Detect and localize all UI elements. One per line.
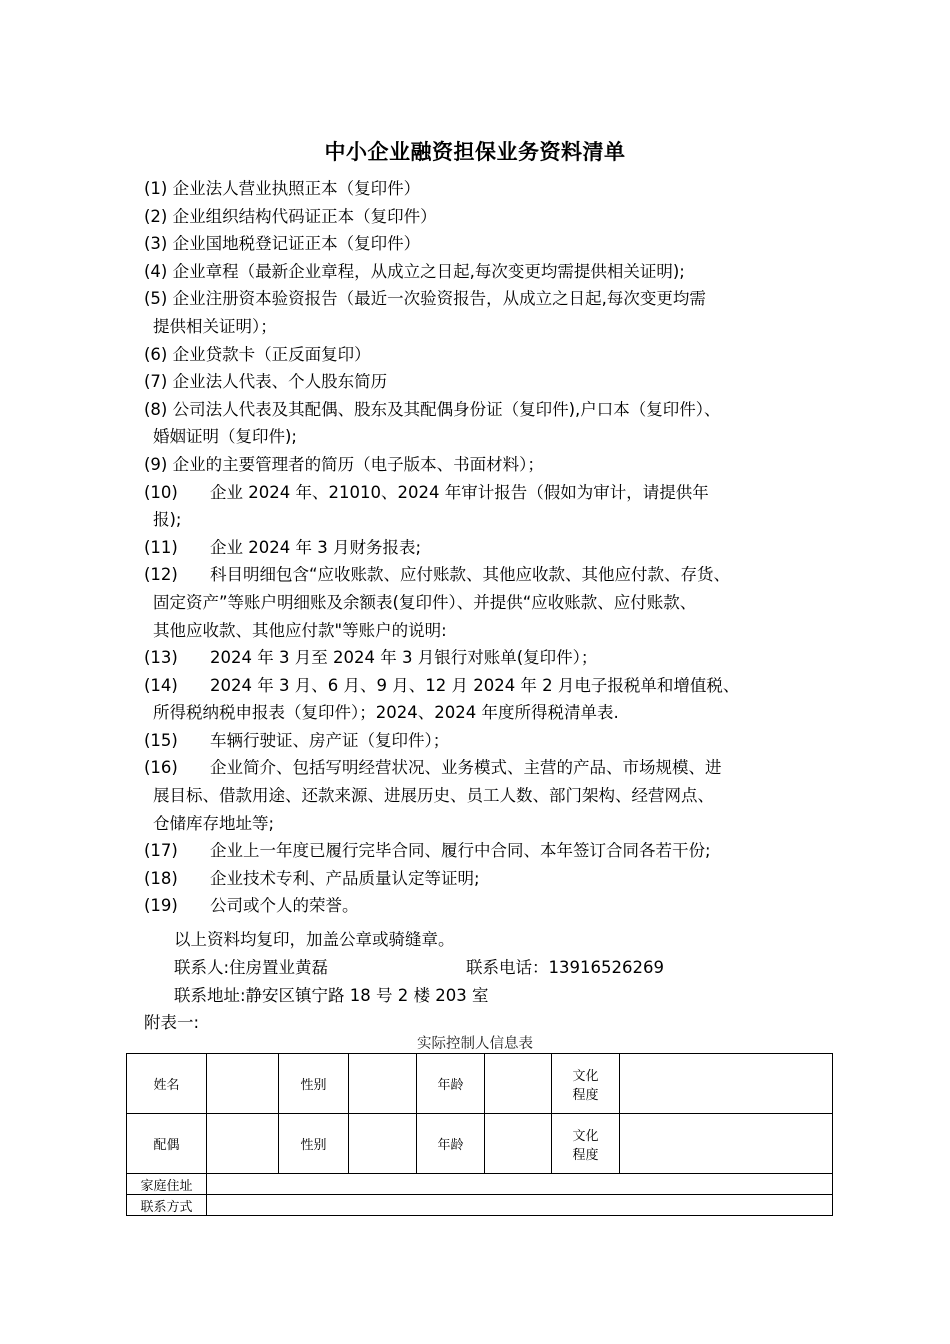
list-item <box>144 479 834 507</box>
item-number: (5) <box>144 289 173 309</box>
table-row <box>127 1114 833 1174</box>
list-item <box>144 285 834 313</box>
list-item <box>144 534 834 562</box>
list-item <box>144 644 834 672</box>
item-text: 企业技术专利、产品质量认定等证明; <box>210 868 480 888</box>
item-text: 企业上一年度已履行完毕合同、履行中合同、本年签订合同各若干份; <box>210 841 711 861</box>
list-item <box>144 754 834 782</box>
item-number: (19) <box>144 896 178 916</box>
item-text: 企业 2024 年、21010、2024 年审计报告（假如为审计，请提供年 <box>210 482 709 502</box>
item-text: 企业法人代表、个人股东简历 <box>172 372 388 392</box>
item-continuation: 仓储库存地址等; <box>153 813 275 833</box>
item-text: 2024 年 3 月至 2024 年 3 月银行对账单(复印件）； <box>210 648 598 668</box>
item-continuation: 其他应收款、其他应付款"等账户的说明: <box>153 620 447 640</box>
age-label: 年龄 <box>417 1114 485 1174</box>
item-number: (9) <box>144 454 173 474</box>
item-text: 企业章程（最新企业章程，从成立之日起,每次变更均需提供相关证明); <box>172 261 685 281</box>
education-value-cell <box>620 1054 833 1114</box>
copy-note: 以上资料均复印，加盖公章或骑缝章。 <box>174 930 455 949</box>
item-text: 企业国地税登记证正本（复印件） <box>172 234 421 254</box>
contact-method-value-cell <box>207 1195 833 1216</box>
education-label-line2: 程度 <box>572 1147 599 1163</box>
item-number: (4) <box>144 261 173 281</box>
name-value-cell <box>207 1054 279 1114</box>
item-text: 企业的主要管理者的简历（电子版本、书面材料）； <box>172 454 544 474</box>
table-row <box>127 1054 833 1114</box>
table-row <box>127 1195 833 1216</box>
item-text: 企业法人营业执照正本（复印件） <box>172 179 421 198</box>
list-item <box>144 837 834 865</box>
contact-person: 联系人:住房置业黄磊 <box>174 958 329 977</box>
item-text: 企业注册资本验资报告（最近一次验资报告，从成立之日起,每次变更均需 <box>172 289 706 309</box>
item-text: 企业贷款卡（正反面复印） <box>172 344 371 364</box>
item-number: (17) <box>144 841 178 861</box>
education-label-line2: 程度 <box>572 1087 599 1103</box>
list-item <box>144 892 834 920</box>
list-item <box>144 341 834 369</box>
item-number: (15) <box>144 730 178 750</box>
item-number: (7) <box>144 372 173 392</box>
item-text: 企业组织结构代码证正本（复印件） <box>172 206 437 226</box>
document-list <box>144 175 834 920</box>
appendix-label: 附表一: <box>144 1013 200 1032</box>
list-item <box>144 451 834 479</box>
list-item <box>144 258 834 286</box>
list-item <box>144 727 834 755</box>
home-address-value-cell <box>207 1174 833 1195</box>
education-value-cell <box>620 1114 833 1174</box>
document-title: 中小企业融资担保业务资料清单 <box>324 140 626 164</box>
table-caption: 实际控制人信息表 <box>417 1036 533 1052</box>
education-label-line1: 文化 <box>572 1068 599 1084</box>
gender-value-cell <box>349 1114 417 1174</box>
item-number: (12) <box>144 565 178 585</box>
item-number: (8) <box>144 399 173 419</box>
item-text: 公司或个人的荣誉。 <box>210 896 359 916</box>
list-item <box>144 203 834 231</box>
education-label <box>552 1114 620 1174</box>
gender-value-cell <box>349 1054 417 1114</box>
item-number: (18) <box>144 868 178 888</box>
contact-phone: 联系电话：13916526269 <box>466 958 664 977</box>
list-item <box>144 396 834 424</box>
item-number: (6) <box>144 344 173 364</box>
item-number: (14) <box>144 675 178 695</box>
item-number: (11) <box>144 537 178 557</box>
item-text: 科目明细包含“应收账款、应付账款、其他应收款、其他应付款、存货、 <box>210 565 731 585</box>
spouse-value-cell <box>207 1114 279 1174</box>
education-label <box>552 1054 620 1114</box>
item-continuation: 所得税纳税申报表（复印件）；2024、2024 年度所得税清单表. <box>153 703 619 723</box>
list-item <box>144 672 834 700</box>
gender-label: 性别 <box>279 1114 349 1174</box>
age-value-cell <box>485 1114 552 1174</box>
list-item <box>144 175 834 203</box>
contact-address: 联系地址:静安区镇宁路 18 号 2 楼 203 室 <box>174 986 489 1005</box>
item-number: (1) <box>144 179 173 198</box>
list-item <box>144 865 834 893</box>
item-continuation: 固定资产”等账户明细账及余额表(复印件）、并提供“应收账款、应付账款、 <box>153 592 697 612</box>
spouse-label: 配偶 <box>127 1114 207 1174</box>
contact-method-label: 联系方式 <box>127 1195 207 1216</box>
item-text: 企业简介、包括写明经营状况、业务模式、主营的产品、市场规模、进 <box>210 758 722 778</box>
age-label: 年龄 <box>417 1054 485 1114</box>
item-text: 公司法人代表及其配偶、股东及其配偶身份证（复印件),户口本（复印件）、 <box>172 399 721 419</box>
item-text: 2024 年 3 月、6 月、9 月、12 月 2024 年 2 月电子报税单和增值税、 <box>210 675 740 695</box>
item-continuation: 报); <box>153 510 182 530</box>
controller-info-table <box>126 1053 833 1216</box>
home-address-label: 家庭住址 <box>127 1174 207 1195</box>
list-item <box>144 230 834 258</box>
age-value-cell <box>485 1054 552 1114</box>
item-continuation: 展目标、借款用途、还款来源、进展历史、员工人数、部门架构、经营网点、 <box>153 786 714 806</box>
item-continuation: 提供相关证明）； <box>153 316 277 336</box>
item-number: (13) <box>144 648 178 668</box>
education-label-line1: 文化 <box>572 1128 599 1144</box>
gender-label: 性别 <box>279 1054 349 1114</box>
item-continuation: 婚姻证明（复印件); <box>153 427 297 447</box>
item-number: (3) <box>144 234 173 254</box>
item-text: 车辆行驶证、房产证（复印件）； <box>210 730 450 750</box>
item-number: (2) <box>144 206 173 226</box>
item-number: (10) <box>144 482 178 502</box>
table-row <box>127 1174 833 1195</box>
list-item <box>144 561 834 589</box>
item-number: (16) <box>144 758 178 778</box>
name-label: 姓名 <box>127 1054 207 1114</box>
item-text: 企业 2024 年 3 月财务报表; <box>210 537 422 557</box>
list-item <box>144 368 834 396</box>
